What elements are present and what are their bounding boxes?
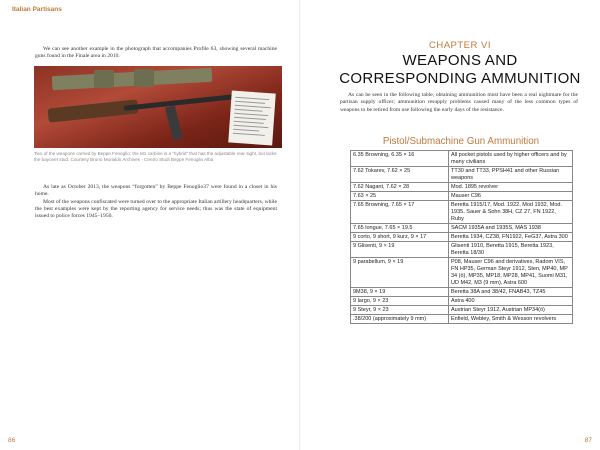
table-row: [351, 224, 573, 233]
weapons-cell: SACM 1935A and 1935S, MAS 1938: [449, 224, 573, 233]
caliber-cell: 9 Glisenti, 9 × 19: [351, 242, 449, 258]
table-row: [351, 306, 573, 315]
weapons-cell: Mauser C96: [449, 192, 573, 201]
ammunition-table: [350, 150, 573, 324]
caliber-cell: 7.65 Browning, 7.65 × 17: [351, 201, 449, 224]
weapons-cell: Austrian Steyr 1912, Austrian MP34(ö): [449, 306, 573, 315]
caliber-cell: 7.63 × 25: [351, 192, 449, 201]
caliber-cell: 9 parabellum, 9 × 19: [351, 258, 449, 288]
chapter-label: CHAPTER VI: [428, 40, 491, 51]
table-row: [351, 242, 573, 258]
running-head: Italian Partisans: [12, 6, 62, 13]
caliber-cell: 6.35 Browning, 6.35 × 16: [351, 151, 449, 167]
weapons-cell: TT30 and TT33, PPSH41 and other Russian weapons: [449, 167, 573, 183]
weapons-cell: Astra 400: [449, 297, 573, 306]
weapons-cell: Enfield, Webley, Smith & Wesson revolvers: [449, 315, 573, 324]
table-row: [351, 192, 573, 201]
weapons-cell: P08, Mauser C96 and derivatives, Radom VIS, FN HP35, German Steyr 1912, Sten, MP40, MP 34 (ö), MP35, MP18, MP28, MP41, Suomi M31, UD M42, M3 (9 mm), Astra 600: [449, 258, 573, 288]
table-row: [351, 183, 573, 192]
weapons-cell: All pocket pistols used by higher officers and by many civilians: [449, 151, 573, 167]
page-number-right: 87: [584, 437, 592, 444]
caliber-cell: .38/200 (approximately 9 mm): [351, 315, 449, 324]
table-row: [351, 151, 573, 167]
table-row: [351, 258, 573, 288]
table-row: [351, 315, 573, 324]
chapter-title-line1: WEAPONS AND: [402, 52, 518, 69]
caliber-cell: 7.65 longue, 7.65 × 19.5: [351, 224, 449, 233]
table-row: [351, 288, 573, 297]
weapons-cell: Glisenti 1910, Beretta 1915, Beretta 1923, Beretta 18/30: [449, 242, 573, 258]
table-row: [351, 167, 573, 183]
caliber-cell: 9 Steyr, 9 × 23: [351, 306, 449, 315]
left-body-text: [35, 184, 277, 220]
chapter-title-line2: CORRESPONDING AMMUNITION: [339, 70, 581, 87]
weapons-cell: Beretta 38A and 38/42, FNAB43, TZ45: [449, 288, 573, 297]
chapter-title: [330, 52, 590, 88]
table-row: [351, 233, 573, 242]
caliber-cell: 7.62 Nagant, 7.62 × 28: [351, 183, 449, 192]
table-title: Pistol/Submachine Gun Ammunition: [382, 136, 540, 147]
weapons-photo: [34, 66, 282, 148]
left-intro-paragraph: We can see another example in the photograph that accompanies Profile 63, showing several machine guns found in the Finale area in 2010.: [35, 46, 277, 60]
right-intro-text: [340, 92, 578, 114]
table-row: [351, 201, 573, 224]
page-number-left: 86: [8, 437, 16, 444]
table-row: [351, 297, 573, 306]
left-intro-text: [35, 46, 277, 61]
caliber-cell: 9 corto, 9 short, 9 kurz, 9 × 17: [351, 233, 449, 242]
weapons-cell: Mod. 1895 revolver: [449, 183, 573, 192]
weapons-cell: Beretta 1915/17, Mod. 1922, Mod 1932, Mod. 1935, Sauer & Sohn 38H, CZ 27, FN 1922, Ruby: [449, 201, 573, 224]
left-paragraph-2: Most of the weapons confiscated were turned over to the appropriate Italian artillery headquarters, while the best examples were kept by the reporting agency for service needs; thus was the state of equipment issued to police forces 1945–1950.: [35, 198, 277, 220]
photo-caption: Two of the weapons carried by Beppe Fenoglio: the M1 carbine is a “hybrid” that has the adjustable rear sight, but lacks the bayonet stud. Courtesy Bruno Murialdo Archives - Centro Studi Beppe Fenoglio Alba: [34, 151, 277, 162]
right-intro-paragraph: As can be seen in the following table, obtaining ammunition must have been a real nightmare for the partisan supply officer; ammunition resupply problems caused many of the less common types of weapons to be retired from use following the early days of the resistance.: [340, 92, 578, 113]
caliber-cell: 9 largo, 9 × 23: [351, 297, 449, 306]
weapons-cell: Beretta 1934, CZ38, FN1922, FeG37, Astra 300: [449, 233, 573, 242]
caliber-cell: 9M38, 9 × 19: [351, 288, 449, 297]
left-paragraph-1: As late as October 2013, the weapons “forgotten” by Beppe Fenoglio37 were found in a closet in his home.: [35, 184, 277, 198]
caliber-cell: 7.62 Tokarev, 7.62 × 25: [351, 167, 449, 183]
